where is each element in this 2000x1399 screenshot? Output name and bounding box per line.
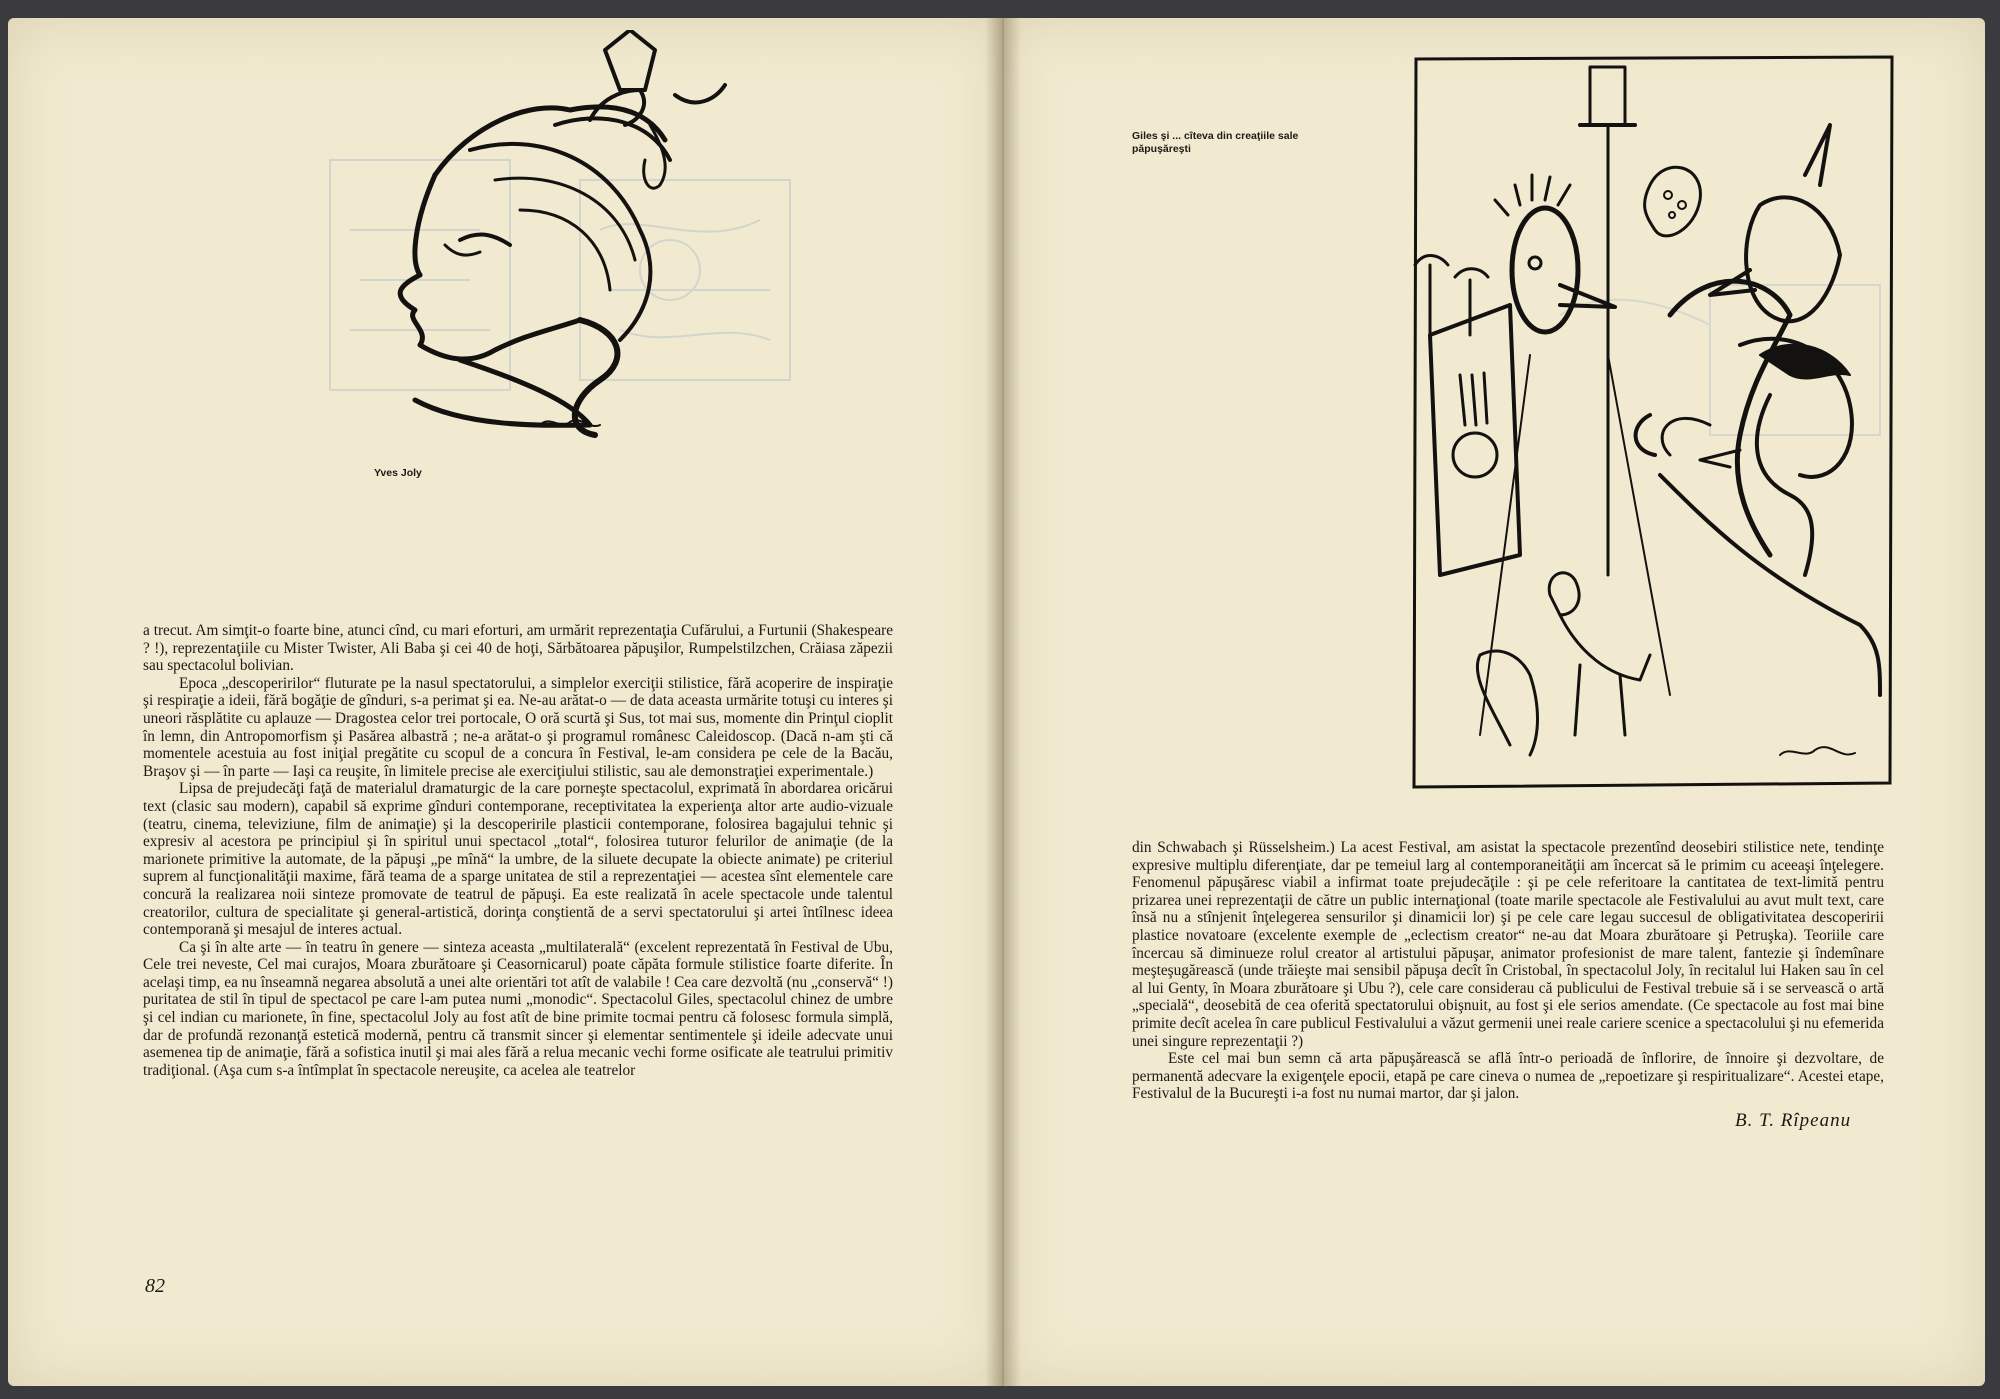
paragraph: din Schwabach şi Rüsselsheim.) La acest Festival, am asistat la spectacole prezentînd deosebiri stilistice nete, tendinţe expresive multiplu diferenţiate, dar pe temeiul larg al contemporaneităţii am încercat să le primim cu aceeaşi înţelegere. Fenomenul păpuşăresc viabil a infirmat toate prejudecăţile : şi pe cele referitoare la cantitatea de text-limită pentru prizarea unei reprezentaţii de către un public internaţional (toate marile spectacole ale Festivalului au avut mult text, care însă nu a stînjenit înţelegerea sensurilor şi dinamicii lor) şi pe cele care legau succesul de obligativitatea descoperirii plastice novatoare (excelente exemple de „eclectism creator“ ne-au dat Moara zburătoare şi Petruşka). Teoriile care încercau să diminueze rolul creator al artistului păpuşar, animator profesionist de mare talent, fantezie şi îndemînare meşteşugărească (unde trăieşte mai sensibil păpuşa decît în Cristobal, în spectacolul Joly, în recitalul lui Haken sau în cel al lui Genty, în Moara zburătoare şi Ubu ?), cele care considerau că publicului de Festival trebuie să i se servească o artă „specială“, deosebită de cea oferită spectatorului obişnuit, au fost şi ele serios amendate. (Ce spectacole au fost mai bine primite decît acelea în care publicul Festivalului a văzut germenii unei reale cariere scenice a spectacolului şi nu efemerida unei singure reprezentaţii ?) — [1132, 839, 1884, 1050]
paragraph: Epoca „descoperirilor“ fluturate pe la nasul spectatorului, a simplelor exerciţii stilistice, fără acoperire de inspiraţie şi respiraţie a ideii, fără bogăţie de gînduri, s-a perimat şi ea. Ne-au arătat-o — de data aceasta urmărite totuşi cu interes şi uneori răsplătite cu aplauze — Dragostea celor trei portocale, O oră scurtă şi Sus, tot mai sus, momente din Prinţul cioplit în lemn, din Antropomorfism şi Pasărea albastră ; ne-a arătat-o şi programul românesc Caleidoscop. (Dacă n-am şti că momentele acestuia au fost iniţial pregătite cu scopul de a concura în Festival, le-am considera pe cele de la Bacău, Braşov şi — în parte — Iaşi ca reuşite, în limitele precise ale exerciţiului stilistic, sau ale demonstraţiei experimentale.) — [143, 674, 893, 780]
paragraph: Este cel mai bun semn că arta păpuşărească se află într-o perioadă de înflorire, de înnoire şi dezvoltare, de permanentă adecvare la exigenţele epocii, etapă pe care cineva o numea de „repoetizare şi respiritualizare“. Acestei etape, Festivalul de la Bucureşti i-a fost nu numai martor, dar şi jalon. — [1132, 1050, 1884, 1103]
giles-puppets-drawing — [1410, 55, 1895, 795]
book-gutter — [985, 18, 1021, 1386]
left-page-text — [143, 622, 893, 1079]
left-illustration-caption: Yves Joly — [374, 467, 422, 479]
page-number: 82 — [145, 1275, 165, 1297]
paragraph: Lipsa de prejudecăţi faţă de materialul dramaturgic de la care porneşte spectacolul, exprimată în abordarea oricărui text (clasic sau modern), capabil să exprime gînduri contemporane, receptivitatea la experienţa altor arte audio-vizuale (teatru, cinema, televiziune, film de animaţie) şi la descoperirile plasticii contemporane, folosirea bagajului tehnic şi expresiv al acestora pe principiul şi în spiritul unui spectacol „total“, folosirea tuturor felurilor de animaţie (de la marionete primitive la automate, de la păpuşi „pe mînă“ la umbre, de la siluete decupate la obiecte animate) pe criteriul suprem al funcţionalităţii maxime, fără teama de a sparge unitatea de stil a reprezentaţiei — acestea sînt elementele care concură la realizarea noii sinteze promovate de teatrul de păpuşi. Ea este realizată în acele spectacole unde talentul creatorilor, cultura de specialitate şi general-artistică, dorinţa conştientă de a servi spectatorului şi artei întîlnesc ideea contemporană şi mesajul de interes actual. — [143, 780, 893, 939]
paragraph: Ca şi în alte arte — în teatru în genere — sinteza aceasta „multilaterală“ (excelent reprezentată în Festival de Ubu, Cele trei neveste, Cel mai curajos, Moara zburătoare şi Ceasornicarul) poate căpăta formule stilistice foarte diferite. În acelaşi timp, ea nu înseamnă negarea absolută a unei alte orientări tot atît de valabile ! Cea care dezvoltă (nu „conservă“ !) puritatea de stil în tipul de spectacol pe care l-am putea numi „monodic“. Spectacolul Giles, spectacolul chinez de umbre şi cel indian cu marionete, în fine, spectacolul Joly au fost atît de bine primite tocmai pentru că folosesc formula simplă, dar de profundă rezonanţă estetică modernă, pentru că transmit sincer şi elementar sentimentele şi ideile adecvate unui asemenea tip de animaţie, fără a sofistica inutil şi mai ales fără a relua mecanic vechi forme osificate ale teatrului primitiv tradiţional. (Aşa cum s-a întîmplat în spectacole nereuşite, ca acelea ale teatrelor — [143, 938, 893, 1079]
right-page-text — [1132, 839, 1884, 1103]
right-illustration-caption: Giles şi ... cîteva din creaţiile sale păpuşăreşti — [1132, 130, 1299, 155]
author-signature: B. T. Rîpeanu — [1735, 1110, 1852, 1131]
paragraph: a trecut. Am simţit-o foarte bine, atunci cînd, cu mari eforturi, am urmărit reprezentaţia Cufărului, a Furtunii (Shakespeare ? !), reprezentaţiile cu Mister Twister, Ali Baba şi cei 40 de hoţi, Sărbătoarea păpuşilor, Rumpelstilzchen, Crăiasa zăpezii sau spectacolul bolivian. — [143, 622, 893, 675]
